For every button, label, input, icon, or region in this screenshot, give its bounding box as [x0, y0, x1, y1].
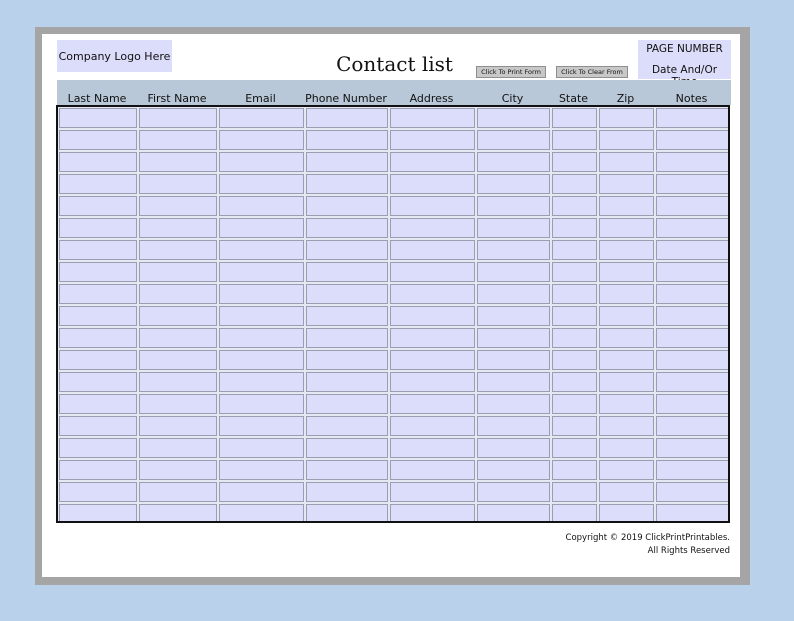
table-cell[interactable]	[59, 460, 137, 480]
table-cell[interactable]	[219, 174, 304, 194]
table-cell[interactable]	[59, 504, 137, 523]
clear-form-button[interactable]: Click To Clear From	[556, 66, 628, 78]
table-cell[interactable]	[219, 328, 304, 348]
table-cell[interactable]	[552, 306, 597, 326]
table-cell[interactable]	[306, 262, 388, 282]
table-cell[interactable]	[477, 372, 550, 392]
table-cell[interactable]	[477, 108, 550, 128]
table-cell[interactable]	[599, 328, 654, 348]
table-cell[interactable]	[139, 108, 217, 128]
table-cell[interactable]	[306, 372, 388, 392]
table-cell[interactable]	[306, 460, 388, 480]
table-cell[interactable]	[390, 306, 475, 326]
table-cell[interactable]	[477, 504, 550, 523]
table-cell[interactable]	[552, 108, 597, 128]
table-cell[interactable]	[656, 482, 729, 502]
table-cell[interactable]	[599, 240, 654, 260]
table-cell[interactable]	[656, 394, 729, 414]
column-header-notes: Notes	[675, 92, 708, 105]
table-cell[interactable]	[477, 284, 550, 304]
table-cell[interactable]	[599, 108, 654, 128]
table-cell[interactable]	[656, 108, 729, 128]
table-cell[interactable]	[390, 152, 475, 172]
table-cell[interactable]	[139, 130, 217, 150]
table-cell[interactable]	[59, 350, 137, 370]
table-cell[interactable]	[552, 174, 597, 194]
page-number-field[interactable]: PAGE NUMBER	[646, 43, 723, 55]
table-cell[interactable]	[477, 174, 550, 194]
table-cell[interactable]	[139, 416, 217, 436]
table-cell[interactable]	[219, 218, 304, 238]
table-cell[interactable]	[477, 438, 550, 458]
table-cell[interactable]	[552, 328, 597, 348]
table-cell[interactable]	[306, 504, 388, 523]
table-cell[interactable]	[306, 394, 388, 414]
table-cell[interactable]	[552, 196, 597, 216]
table-cell[interactable]	[552, 482, 597, 502]
table-cell[interactable]	[477, 482, 550, 502]
table-cell[interactable]	[139, 196, 217, 216]
table-cell[interactable]	[306, 328, 388, 348]
table-cell[interactable]	[390, 416, 475, 436]
table-cell[interactable]	[59, 240, 137, 260]
table-cell[interactable]	[552, 372, 597, 392]
table-cell[interactable]	[656, 350, 729, 370]
table-cell[interactable]	[599, 482, 654, 502]
column-header-state: State	[558, 92, 589, 105]
table-cell[interactable]	[656, 284, 729, 304]
table-cell[interactable]	[306, 416, 388, 436]
table-cell[interactable]	[306, 196, 388, 216]
table-cell[interactable]	[139, 482, 217, 502]
table-cell[interactable]	[656, 372, 729, 392]
table-cell[interactable]	[656, 218, 729, 238]
table-cell[interactable]	[599, 372, 654, 392]
table-cell[interactable]	[59, 372, 137, 392]
table-cell[interactable]	[139, 350, 217, 370]
table-cell[interactable]	[552, 416, 597, 436]
table-cell[interactable]	[390, 174, 475, 194]
table-cell[interactable]	[656, 438, 729, 458]
table-cell[interactable]	[306, 174, 388, 194]
table-cell[interactable]	[390, 482, 475, 502]
table-cell[interactable]	[306, 108, 388, 128]
table-cell[interactable]	[656, 174, 729, 194]
table-cell[interactable]	[656, 130, 729, 150]
table-cell[interactable]	[59, 130, 137, 150]
table-cell[interactable]	[59, 196, 137, 216]
table-cell[interactable]	[656, 262, 729, 282]
table-cell[interactable]	[59, 328, 137, 348]
table-cell[interactable]	[656, 152, 729, 172]
table-cell[interactable]	[390, 460, 475, 480]
table-cell[interactable]	[139, 284, 217, 304]
column-header-city: City	[501, 92, 524, 105]
table-cell[interactable]	[306, 240, 388, 260]
table-cell[interactable]	[219, 350, 304, 370]
table-cell[interactable]	[306, 152, 388, 172]
table-cell[interactable]	[599, 504, 654, 523]
table-cell[interactable]	[552, 438, 597, 458]
column-header-email: Email	[245, 92, 276, 105]
table-cell[interactable]	[552, 460, 597, 480]
table-cell[interactable]	[219, 284, 304, 304]
table-cell[interactable]	[139, 372, 217, 392]
table-cell[interactable]	[306, 284, 388, 304]
table-cell[interactable]	[599, 284, 654, 304]
table-cell[interactable]	[552, 152, 597, 172]
print-form-button[interactable]: Click To Print Form	[476, 66, 546, 78]
table-cell[interactable]	[477, 240, 550, 260]
table-cell[interactable]	[552, 284, 597, 304]
table-cell[interactable]	[390, 328, 475, 348]
table-cell[interactable]	[306, 350, 388, 370]
table-cell[interactable]	[599, 460, 654, 480]
table-cell[interactable]	[390, 130, 475, 150]
table-cell[interactable]	[477, 152, 550, 172]
table-cell[interactable]	[139, 438, 217, 458]
table-cell[interactable]	[390, 284, 475, 304]
table-cell[interactable]	[59, 218, 137, 238]
table-cell[interactable]	[59, 482, 137, 502]
table-cell[interactable]	[656, 460, 729, 480]
table-cell[interactable]	[477, 460, 550, 480]
copyright-text: Copyright © 2019 ClickPrintPrintables.	[565, 533, 730, 543]
table-cell[interactable]	[390, 372, 475, 392]
table-cell[interactable]	[59, 284, 137, 304]
copyright-notice	[540, 532, 730, 558]
rights-text: All Rights Reserved	[647, 546, 730, 556]
contact-table	[56, 105, 730, 523]
table-cell[interactable]	[599, 130, 654, 150]
page-title: Contact list	[336, 52, 453, 76]
table-cell[interactable]	[477, 262, 550, 282]
company-logo-text: Company Logo Here	[58, 49, 171, 63]
table-cell[interactable]	[219, 152, 304, 172]
table-cell[interactable]	[599, 196, 654, 216]
table-cell[interactable]	[139, 504, 217, 523]
table-cell[interactable]	[656, 240, 729, 260]
table-cell[interactable]	[219, 482, 304, 502]
table-cell[interactable]	[477, 218, 550, 238]
table-cell[interactable]	[390, 394, 475, 414]
table-cell[interactable]	[477, 350, 550, 370]
table-cell[interactable]	[139, 240, 217, 260]
table-cell[interactable]	[219, 460, 304, 480]
table-cell[interactable]	[219, 394, 304, 414]
table-cell[interactable]	[219, 240, 304, 260]
table-cell[interactable]	[477, 130, 550, 150]
table-cell[interactable]	[59, 152, 137, 172]
column-header-phone-number: Phone Number	[305, 92, 387, 105]
table-cell[interactable]	[390, 218, 475, 238]
table-cell[interactable]	[599, 218, 654, 238]
table-cell[interactable]	[599, 152, 654, 172]
page-info-box[interactable]	[638, 40, 731, 79]
table-cell[interactable]	[390, 108, 475, 128]
table-cell[interactable]	[552, 504, 597, 523]
table-cell[interactable]	[656, 196, 729, 216]
table-cell[interactable]	[306, 218, 388, 238]
table-cell[interactable]	[599, 350, 654, 370]
column-header-address: Address	[409, 92, 454, 105]
table-cell[interactable]	[390, 240, 475, 260]
table-cell[interactable]	[306, 130, 388, 150]
table-cell[interactable]	[552, 130, 597, 150]
table-cell[interactable]	[390, 504, 475, 523]
table-cell[interactable]	[599, 262, 654, 282]
table-cell[interactable]	[306, 306, 388, 326]
table-cell[interactable]	[656, 416, 729, 436]
table-cell[interactable]	[219, 438, 304, 458]
table-cell[interactable]	[139, 174, 217, 194]
table-cell[interactable]	[656, 504, 729, 523]
table-cell[interactable]	[599, 438, 654, 458]
column-header-first-name: First Name	[147, 92, 207, 105]
table-cell[interactable]	[599, 174, 654, 194]
table-cell[interactable]	[219, 130, 304, 150]
table-cell[interactable]	[59, 394, 137, 414]
table-cell[interactable]	[219, 196, 304, 216]
table-cell[interactable]	[390, 350, 475, 370]
column-header-last-name: Last Name	[67, 92, 127, 105]
table-cell[interactable]	[552, 350, 597, 370]
table-cell[interactable]	[219, 372, 304, 392]
table-cell[interactable]	[139, 218, 217, 238]
table-cell[interactable]	[59, 416, 137, 436]
table-cell[interactable]	[477, 196, 550, 216]
table-cell[interactable]	[59, 174, 137, 194]
table-cell[interactable]	[390, 438, 475, 458]
table-cell[interactable]	[477, 306, 550, 326]
table-cell[interactable]	[552, 240, 597, 260]
column-header-zip: Zip	[616, 92, 635, 105]
table-cell[interactable]	[656, 306, 729, 326]
table-cell[interactable]	[59, 108, 137, 128]
table-cell[interactable]	[59, 262, 137, 282]
table-cell[interactable]	[552, 262, 597, 282]
table-cell[interactable]	[477, 416, 550, 436]
table-cell[interactable]	[139, 460, 217, 480]
company-logo-placeholder[interactable]	[57, 40, 172, 72]
table-cell[interactable]	[59, 438, 137, 458]
table-cell[interactable]	[390, 262, 475, 282]
table-cell[interactable]	[139, 262, 217, 282]
table-cell[interactable]	[139, 152, 217, 172]
table-cell[interactable]	[390, 196, 475, 216]
table-cell[interactable]	[59, 306, 137, 326]
table-cell[interactable]	[552, 218, 597, 238]
table-cell[interactable]	[477, 328, 550, 348]
table-cell[interactable]	[306, 438, 388, 458]
date-time-field[interactable]: Date And/Or	[651, 64, 718, 76]
table-cell[interactable]	[139, 394, 217, 414]
table-cell[interactable]	[599, 394, 654, 414]
table-cell[interactable]	[139, 328, 217, 348]
table-cell[interactable]	[552, 394, 597, 414]
table-cell[interactable]	[477, 394, 550, 414]
table-cell[interactable]	[306, 482, 388, 502]
table-cell[interactable]	[219, 416, 304, 436]
table-cell[interactable]	[219, 504, 304, 523]
table-cell[interactable]	[219, 262, 304, 282]
table-cell[interactable]	[656, 328, 729, 348]
table-cell[interactable]	[599, 306, 654, 326]
table-cell[interactable]	[219, 108, 304, 128]
table-cell[interactable]	[139, 306, 217, 326]
table-cell[interactable]	[599, 416, 654, 436]
table-cell[interactable]	[219, 306, 304, 326]
